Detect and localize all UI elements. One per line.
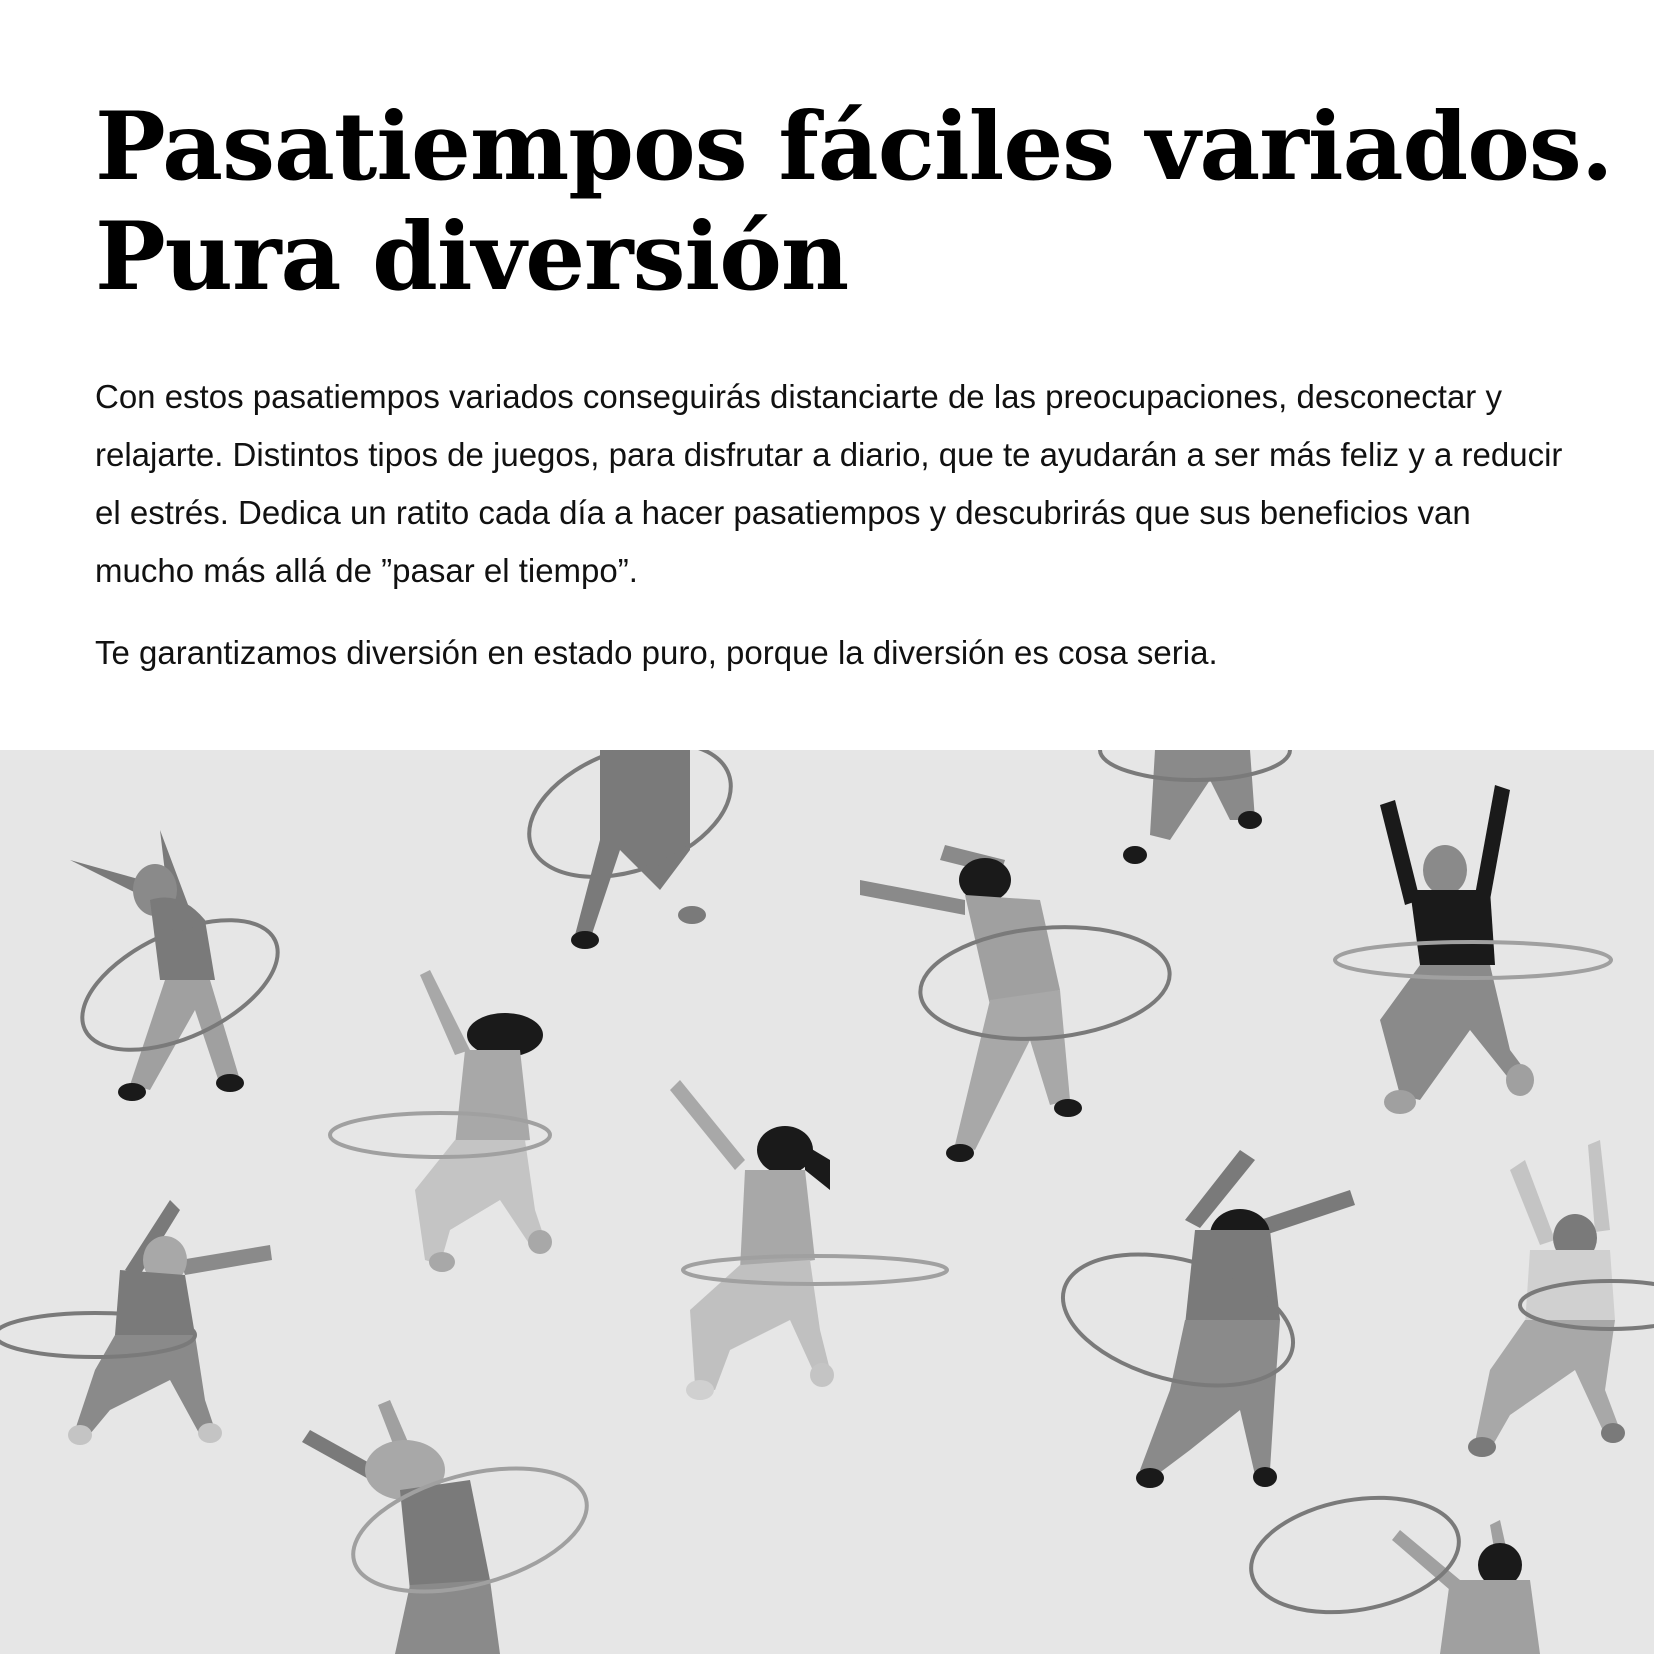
illustration-canvas	[0, 750, 1654, 1654]
intro-paragraph: Con estos pasatiempos variados conseguirás distanciarte de las preocupaciones, desconectar y relajarte. Distintos tipos de juegos, para disfrutar a diario, que te ayudarán a ser más feliz y a reducir el estrés. Dedica un ratito cada día a hacer pasatiempos y descubrirás que sus beneficios van mucho más allá de ”pasar el tiempo”.	[95, 378, 1563, 589]
title-line-1: Pasatiempos fáciles variados.	[95, 92, 1613, 202]
title-line-2: Pura diversión	[95, 202, 849, 312]
text-block	[95, 92, 1613, 682]
page-title	[95, 92, 1613, 312]
hula-hoop-illustration	[0, 750, 1654, 1654]
tagline-paragraph: Te garantizamos diversión en estado puro, porque la diversión es cosa seria.	[95, 634, 1218, 671]
